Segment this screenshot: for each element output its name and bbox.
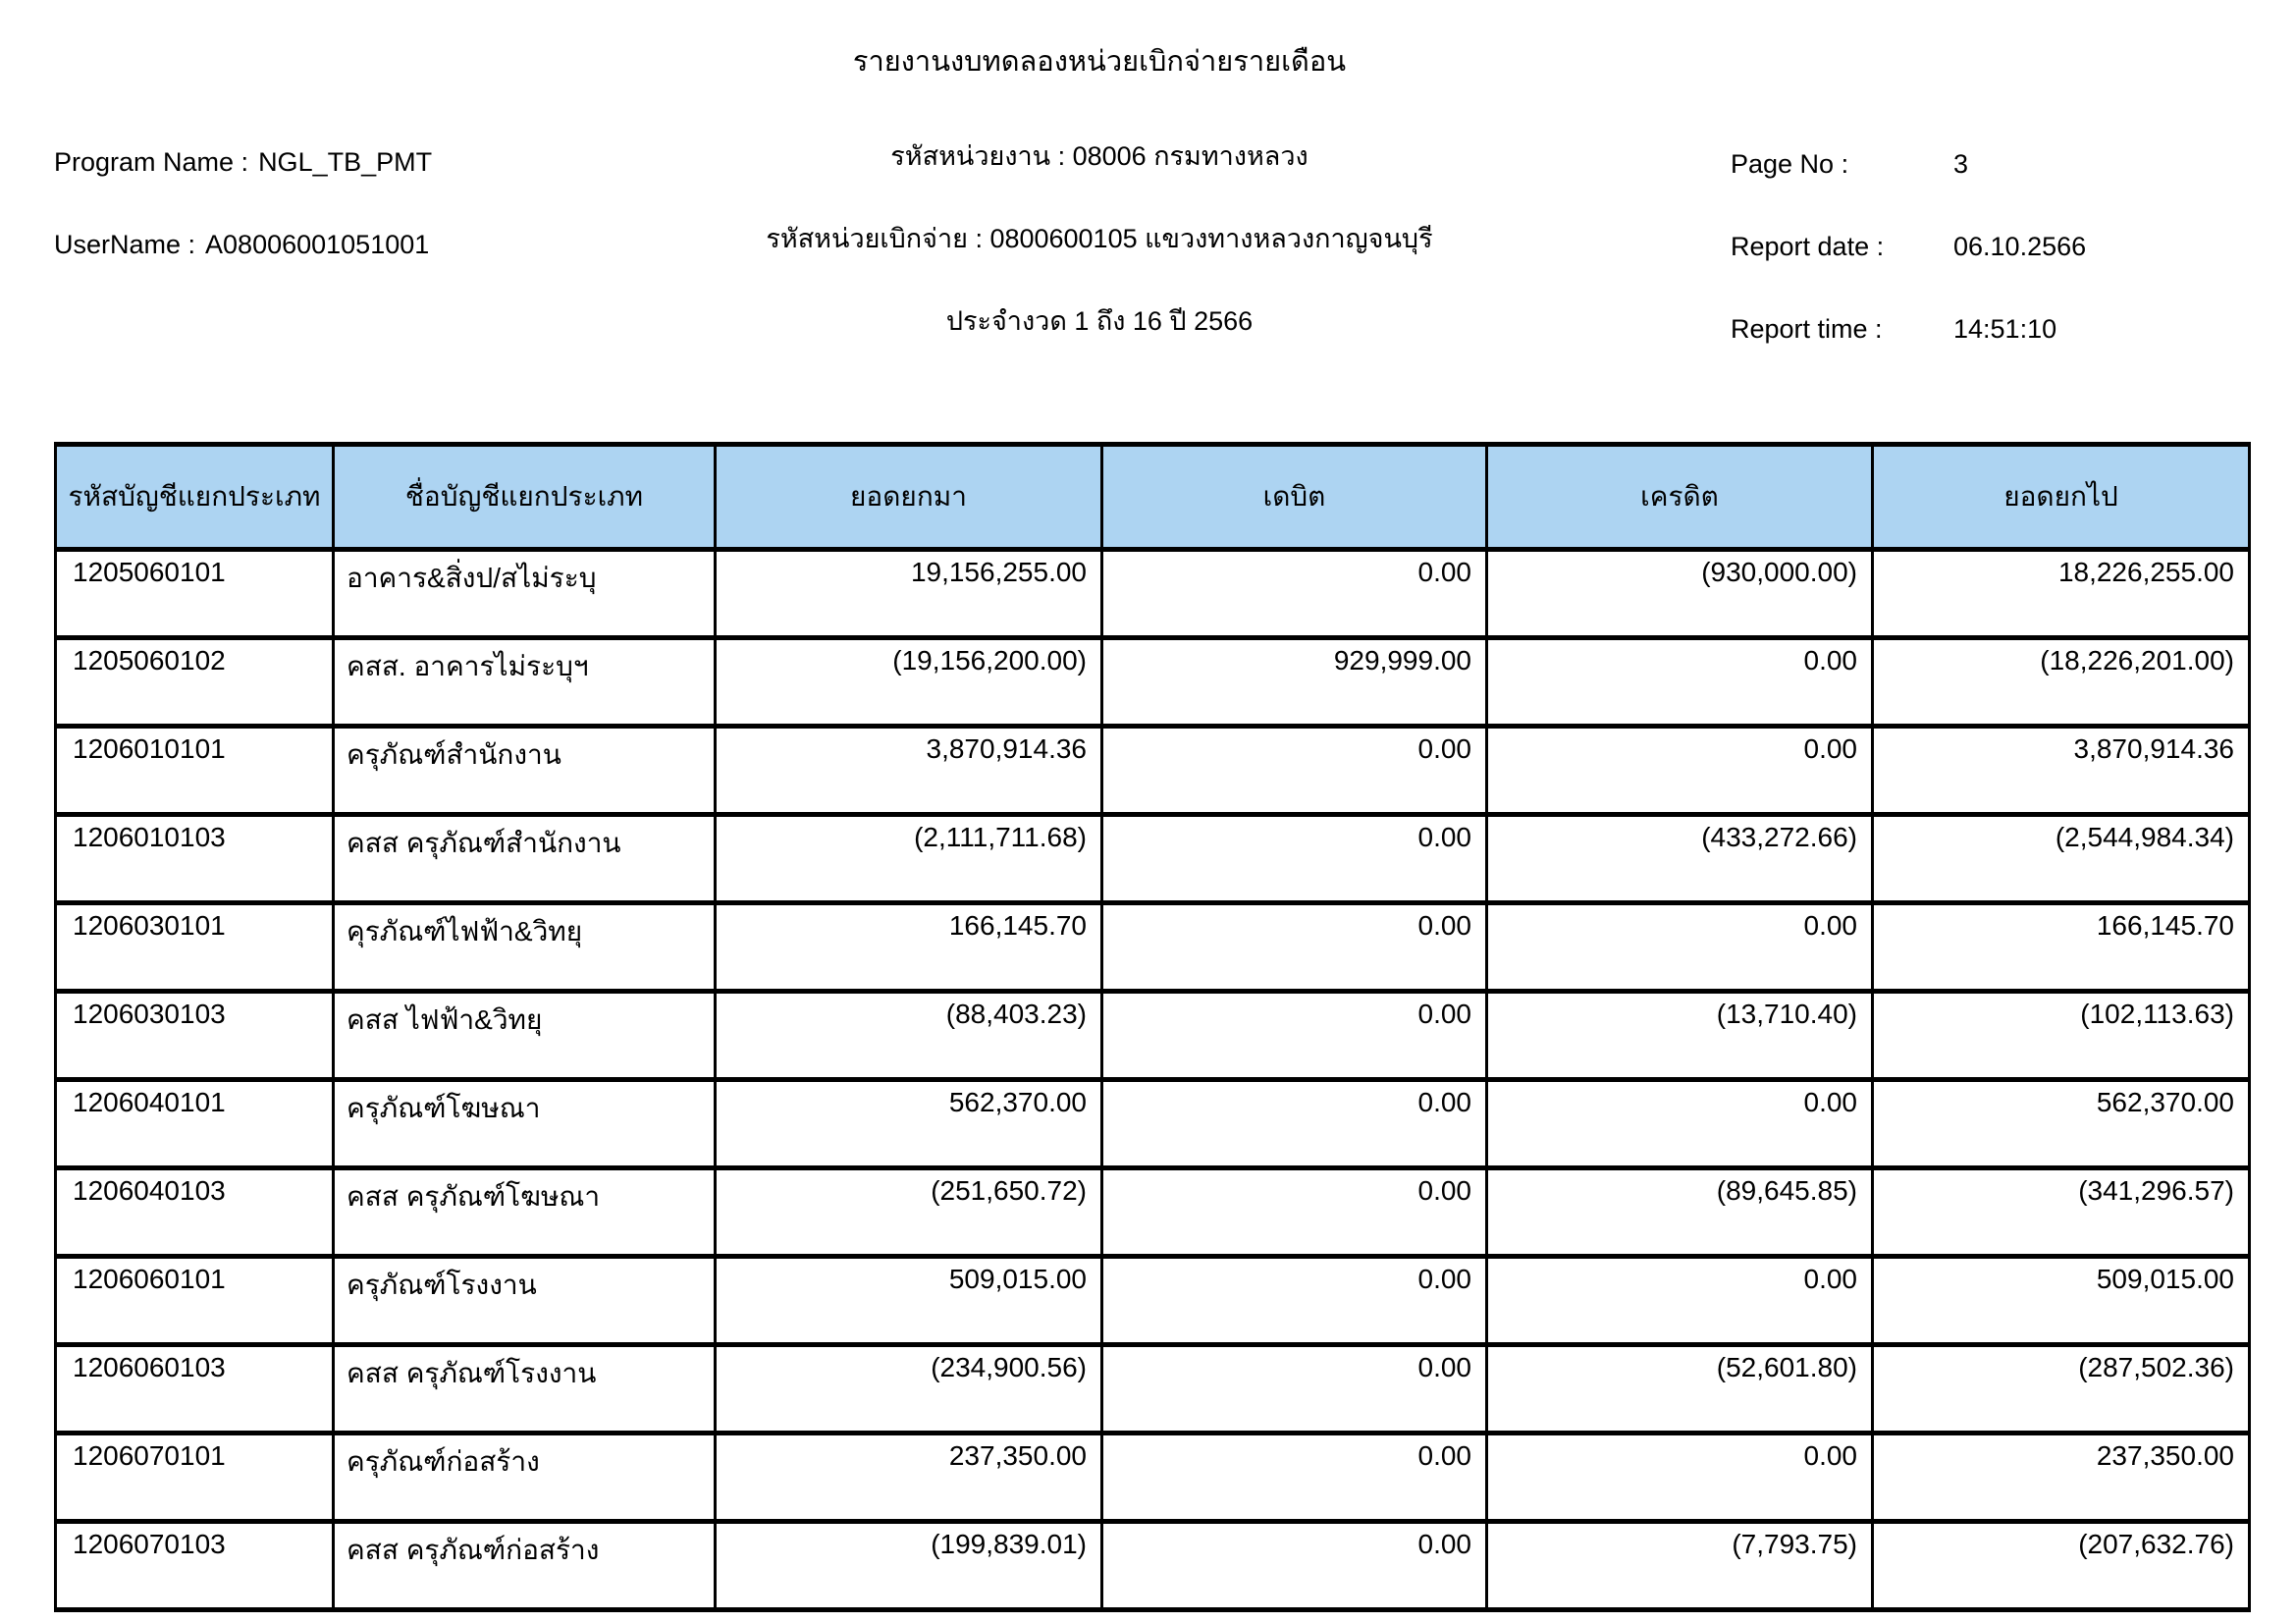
- account-code-cell: 1206030103: [56, 992, 334, 1080]
- amount-cell: 0.00: [1487, 903, 1873, 992]
- account-code-cell: 1206010101: [56, 727, 334, 815]
- amount-cell: 0.00: [1102, 992, 1487, 1080]
- account-name-cell: คสส ครุภัณฑ์โฆษณา: [334, 1168, 716, 1257]
- amount-cell: 0.00: [1487, 1080, 1873, 1168]
- amount-cell: 0.00: [1102, 1345, 1487, 1434]
- column-header: ยอดยกไป: [1873, 445, 2250, 550]
- amount-cell: 0.00: [1102, 1434, 1487, 1522]
- account-name-cell: คสส. อาคารไม่ระบุฯ: [334, 638, 716, 727]
- amount-cell: (341,296.57): [1873, 1168, 2250, 1257]
- table-row: [56, 1168, 2250, 1257]
- amount-cell: 0.00: [1487, 1257, 1873, 1345]
- table-row: [56, 638, 2250, 727]
- column-header: เครดิต: [1487, 445, 1873, 550]
- page-no-value: 3: [1953, 149, 1969, 179]
- amount-cell: 0.00: [1102, 1168, 1487, 1257]
- amount-cell: (89,645.85): [1487, 1168, 1873, 1257]
- amount-cell: 3,870,914.36: [1873, 727, 2250, 815]
- account-code-cell: 1206060103: [56, 1345, 334, 1434]
- table-row: [56, 727, 2250, 815]
- amount-cell: (234,900.56): [716, 1345, 1102, 1434]
- username-value: A08006001051001: [205, 230, 430, 259]
- amount-cell: 562,370.00: [716, 1080, 1102, 1168]
- amount-cell: 0.00: [1102, 550, 1487, 638]
- amount-cell: 509,015.00: [1873, 1257, 2250, 1345]
- amount-cell: 166,145.70: [1873, 903, 2250, 992]
- amount-cell: 237,350.00: [1873, 1434, 2250, 1522]
- disbursement-code-line: รหัสหน่วยเบิกจ่าย : 0800600105 แขวงทางหลวงกาญจนบุรี: [766, 224, 1433, 253]
- account-name-cell: อาคาร&สิ่งป/สไม่ระบุ: [334, 550, 716, 638]
- account-name-cell: ครุภัณฑ์สำนักงาน: [334, 727, 716, 815]
- account-code-cell: 1206060101: [56, 1257, 334, 1345]
- program-name-value: NGL_TB_PMT: [258, 147, 433, 177]
- agency-code-line: รหัสหน่วยงาน : 08006 กรมทางหลวง: [890, 141, 1308, 171]
- amount-cell: 0.00: [1487, 727, 1873, 815]
- amount-cell: 0.00: [1102, 1522, 1487, 1610]
- amount-cell: 562,370.00: [1873, 1080, 2250, 1168]
- amount-cell: (287,502.36): [1873, 1345, 2250, 1434]
- amount-cell: (433,272.66): [1487, 815, 1873, 903]
- amount-cell: (199,839.01): [716, 1522, 1102, 1610]
- account-name-cell: คสส ไฟฟ้า&วิทยุ: [334, 992, 716, 1080]
- table-row: [56, 815, 2250, 903]
- report-title: รายงานงบทดลองหน่วยเบิกจ่ายรายเดือน: [852, 46, 1347, 78]
- account-code-cell: 1206040103: [56, 1168, 334, 1257]
- amount-cell: 237,350.00: [716, 1434, 1102, 1522]
- column-header: เดบิต: [1102, 445, 1487, 550]
- table-row: [56, 1257, 2250, 1345]
- amount-cell: (251,650.72): [716, 1168, 1102, 1257]
- amount-cell: 166,145.70: [716, 903, 1102, 992]
- table-row: [56, 903, 2250, 992]
- account-name-cell: ครุภัณฑ์ก่อสร้าง: [334, 1434, 716, 1522]
- table-row: [56, 1434, 2250, 1522]
- trial-balance-table: [54, 442, 2251, 1612]
- account-name-cell: ครุภัณฑ์โฆษณา: [334, 1080, 716, 1168]
- amount-cell: (930,000.00): [1487, 550, 1873, 638]
- amount-cell: 3,870,914.36: [716, 727, 1102, 815]
- amount-cell: 0.00: [1102, 903, 1487, 992]
- amount-cell: 509,015.00: [716, 1257, 1102, 1345]
- table-row: [56, 550, 2250, 638]
- period-line: ประจำงวด 1 ถึง 16 ปี 2566: [945, 306, 1254, 336]
- table-row: [56, 1080, 2250, 1168]
- report-time-label: Report time :: [1731, 314, 1883, 344]
- program-name-label: Program Name :: [54, 147, 249, 177]
- amount-cell: 929,999.00: [1102, 638, 1487, 727]
- account-name-cell: คสส ครุภัณฑ์โรงงาน: [334, 1345, 716, 1434]
- amount-cell: 18,226,255.00: [1873, 550, 2250, 638]
- username-line: [54, 228, 429, 261]
- report-date-label: Report date :: [1731, 232, 1885, 261]
- username-label: UserName :: [54, 230, 196, 259]
- account-code-cell: 1206070103: [56, 1522, 334, 1610]
- amount-cell: 0.00: [1487, 1434, 1873, 1522]
- account-code-cell: 1206030101: [56, 903, 334, 992]
- program-name-line: [54, 145, 432, 179]
- amount-cell: 0.00: [1102, 1080, 1487, 1168]
- account-code-cell: 1206040101: [56, 1080, 334, 1168]
- column-header: ชื่อบัญชีแยกประเภท: [334, 445, 716, 550]
- account-code-cell: 1206070101: [56, 1434, 334, 1522]
- amount-cell: (2,544,984.34): [1873, 815, 2250, 903]
- amount-cell: (102,113.63): [1873, 992, 2250, 1080]
- amount-cell: (88,403.23): [716, 992, 1102, 1080]
- amount-cell: (2,111,711.68): [716, 815, 1102, 903]
- amount-cell: 19,156,255.00: [716, 550, 1102, 638]
- column-header: รหัสบัญชีแยกประเภท: [56, 445, 334, 550]
- account-code-cell: 1206010103: [56, 815, 334, 903]
- account-code-cell: 1205060101: [56, 550, 334, 638]
- account-name-cell: ครุภัณฑ์โรงงาน: [334, 1257, 716, 1345]
- table-header-row: [56, 445, 2250, 550]
- amount-cell: 0.00: [1102, 815, 1487, 903]
- table-row: [56, 1345, 2250, 1434]
- report-time-value: 14:51:10: [1953, 314, 2057, 344]
- amount-cell: (18,226,201.00): [1873, 638, 2250, 727]
- amount-cell: (52,601.80): [1487, 1345, 1873, 1434]
- account-name-cell: คสส ครุภัณฑ์ก่อสร้าง: [334, 1522, 716, 1610]
- amount-cell: (7,793.75): [1487, 1522, 1873, 1610]
- account-name-cell: คุรภัณฑ์ไฟฟ้า&วิทยุ: [334, 903, 716, 992]
- table-row: [56, 1522, 2250, 1610]
- column-header: ยอดยกมา: [716, 445, 1102, 550]
- amount-cell: (13,710.40): [1487, 992, 1873, 1080]
- table-body: [56, 550, 2250, 1610]
- amount-cell: (19,156,200.00): [716, 638, 1102, 727]
- account-name-cell: คสส ครุภัณฑ์สำนักงาน: [334, 815, 716, 903]
- report-date-value: 06.10.2566: [1953, 232, 2087, 261]
- amount-cell: 0.00: [1102, 1257, 1487, 1345]
- account-code-cell: 1205060102: [56, 638, 334, 727]
- amount-cell: 0.00: [1487, 638, 1873, 727]
- table-row: [56, 992, 2250, 1080]
- page-no-label: Page No :: [1731, 149, 1849, 179]
- amount-cell: (207,632.76): [1873, 1522, 2250, 1610]
- amount-cell: 0.00: [1102, 727, 1487, 815]
